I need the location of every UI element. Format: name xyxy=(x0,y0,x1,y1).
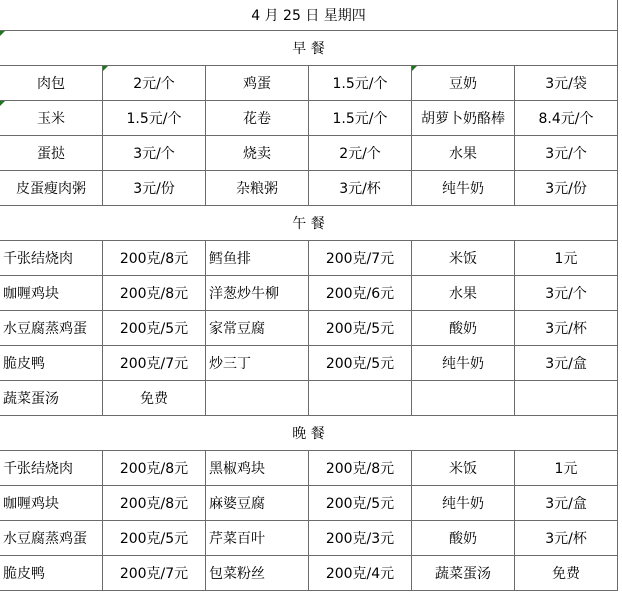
dish-price-cell[interactable]: 3元/个 xyxy=(515,136,618,171)
dish-name-cell[interactable]: 脆皮鸭 xyxy=(0,346,103,381)
dish-name-cell[interactable]: 咖喱鸡块 xyxy=(0,486,103,521)
breakfast-row xyxy=(0,66,618,101)
dish-name-cell[interactable]: 纯牛奶 xyxy=(412,171,515,206)
dish-name-cell[interactable]: 米饭 xyxy=(412,241,515,276)
dish-name-cell[interactable] xyxy=(206,381,309,416)
dish-name-cell[interactable]: 鸡蛋 xyxy=(206,66,309,101)
dish-name-cell[interactable]: 水豆腐蒸鸡蛋 xyxy=(0,521,103,556)
dish-price-cell[interactable]: 8.4元/个 xyxy=(515,101,618,136)
dish-price-cell[interactable]: 3元/份 xyxy=(515,171,618,206)
dish-name-cell[interactable]: 包菜粉丝 xyxy=(206,556,309,591)
lunch-row xyxy=(0,311,618,346)
dish-name-cell[interactable]: 杂粮粥 xyxy=(206,171,309,206)
dish-name-cell[interactable]: 水果 xyxy=(412,276,515,311)
dish-price-cell[interactable]: 200克/6元 xyxy=(309,276,412,311)
dish-price-cell[interactable]: 3元/个 xyxy=(103,136,206,171)
dish-name-cell[interactable]: 蔬菜蛋汤 xyxy=(0,381,103,416)
dish-name-cell[interactable]: 芹菜百叶 xyxy=(206,521,309,556)
dinner-header[interactable]: 晚 餐 xyxy=(0,416,618,451)
dish-price-cell[interactable]: 1.5元/个 xyxy=(309,101,412,136)
dish-name-cell[interactable]: 纯牛奶 xyxy=(412,346,515,381)
dish-price-cell[interactable]: 1.5元/个 xyxy=(309,66,412,101)
dish-name-cell[interactable]: 烧卖 xyxy=(206,136,309,171)
breakfast-row xyxy=(0,171,618,206)
dish-price-cell[interactable]: 3元/杯 xyxy=(515,311,618,346)
dish-name-cell[interactable]: 酸奶 xyxy=(412,521,515,556)
dish-price-cell[interactable]: 3元/盒 xyxy=(515,486,618,521)
dish-price-cell[interactable]: 3元/杯 xyxy=(515,521,618,556)
dish-name-cell[interactable]: 豆奶 xyxy=(412,66,515,101)
dish-price-cell[interactable]: 3元/份 xyxy=(103,171,206,206)
dish-price-cell[interactable]: 免费 xyxy=(515,556,618,591)
dish-name-cell[interactable]: 水果 xyxy=(412,136,515,171)
dinner-row xyxy=(0,521,618,556)
dish-name-cell[interactable]: 蔬菜蛋汤 xyxy=(412,556,515,591)
dish-name-cell[interactable]: 花卷 xyxy=(206,101,309,136)
dish-price-cell[interactable]: 200克/5元 xyxy=(103,521,206,556)
dish-price-cell[interactable]: 200克/5元 xyxy=(309,311,412,346)
dinner-row xyxy=(0,486,618,521)
dish-name-cell[interactable]: 酸奶 xyxy=(412,311,515,346)
dish-name-cell[interactable]: 玉米 xyxy=(0,101,103,136)
dish-name-cell[interactable]: 肉包 xyxy=(0,66,103,101)
lunch-row xyxy=(0,346,618,381)
dish-price-cell[interactable]: 200克/5元 xyxy=(309,486,412,521)
dish-price-cell[interactable]: 200克/8元 xyxy=(103,486,206,521)
dish-name-cell[interactable]: 咖喱鸡块 xyxy=(0,276,103,311)
lunch-row xyxy=(0,276,618,311)
dish-price-cell[interactable]: 200克/4元 xyxy=(309,556,412,591)
dish-price-cell[interactable] xyxy=(309,381,412,416)
dish-price-cell[interactable]: 1元 xyxy=(515,241,618,276)
lunch-header[interactable]: 午 餐 xyxy=(0,206,618,241)
dish-name-cell[interactable]: 麻婆豆腐 xyxy=(206,486,309,521)
dish-price-cell[interactable]: 1.5元/个 xyxy=(103,101,206,136)
dish-name-cell[interactable]: 千张结烧肉 xyxy=(0,451,103,486)
dish-name-cell[interactable]: 皮蛋瘦肉粥 xyxy=(0,171,103,206)
dish-name-cell[interactable]: 胡萝卜奶酪棒 xyxy=(412,101,515,136)
dish-price-cell[interactable]: 2元/个 xyxy=(103,66,206,101)
lunch-row xyxy=(0,241,618,276)
dinner-row xyxy=(0,556,618,591)
dish-name-cell[interactable]: 家常豆腐 xyxy=(206,311,309,346)
dish-price-cell[interactable]: 1元 xyxy=(515,451,618,486)
dish-name-cell[interactable]: 炒三丁 xyxy=(206,346,309,381)
breakfast-row xyxy=(0,101,618,136)
dish-price-cell[interactable]: 200克/3元 xyxy=(309,521,412,556)
dish-price-cell[interactable]: 200克/8元 xyxy=(103,276,206,311)
dish-name-cell[interactable] xyxy=(412,381,515,416)
dish-price-cell[interactable]: 200克/7元 xyxy=(103,556,206,591)
breakfast-header[interactable]: 早 餐 xyxy=(0,31,618,66)
dish-price-cell[interactable]: 3元/杯 xyxy=(309,171,412,206)
dish-name-cell[interactable]: 蛋挞 xyxy=(0,136,103,171)
breakfast-row xyxy=(0,136,618,171)
dish-price-cell[interactable]: 3元/个 xyxy=(515,276,618,311)
dish-name-cell[interactable]: 米饭 xyxy=(412,451,515,486)
lunch-row xyxy=(0,381,618,416)
dish-name-cell[interactable]: 纯牛奶 xyxy=(412,486,515,521)
dinner-row xyxy=(0,451,618,486)
dish-price-cell[interactable] xyxy=(515,381,618,416)
dish-price-cell[interactable]: 200克/7元 xyxy=(103,346,206,381)
date-header[interactable]: 4 月 25 日 星期四 xyxy=(0,0,618,31)
dish-price-cell[interactable]: 200克/8元 xyxy=(103,241,206,276)
dish-name-cell[interactable]: 黑椒鸡块 xyxy=(206,451,309,486)
dish-price-cell[interactable]: 200克/8元 xyxy=(103,451,206,486)
dish-name-cell[interactable]: 脆皮鸭 xyxy=(0,556,103,591)
dish-name-cell[interactable]: 洋葱炒牛柳 xyxy=(206,276,309,311)
dish-price-cell[interactable]: 免费 xyxy=(103,381,206,416)
dish-name-cell[interactable]: 鳕鱼排 xyxy=(206,241,309,276)
dish-price-cell[interactable]: 2元/个 xyxy=(309,136,412,171)
dish-price-cell[interactable]: 200克/8元 xyxy=(309,451,412,486)
dish-name-cell[interactable]: 水豆腐蒸鸡蛋 xyxy=(0,311,103,346)
dish-price-cell[interactable]: 3元/袋 xyxy=(515,66,618,101)
dish-price-cell[interactable]: 200克/5元 xyxy=(309,346,412,381)
dish-name-cell[interactable]: 千张结烧肉 xyxy=(0,241,103,276)
dish-price-cell[interactable]: 200克/5元 xyxy=(103,311,206,346)
dish-price-cell[interactable]: 3元/盒 xyxy=(515,346,618,381)
dish-price-cell[interactable]: 200克/7元 xyxy=(309,241,412,276)
